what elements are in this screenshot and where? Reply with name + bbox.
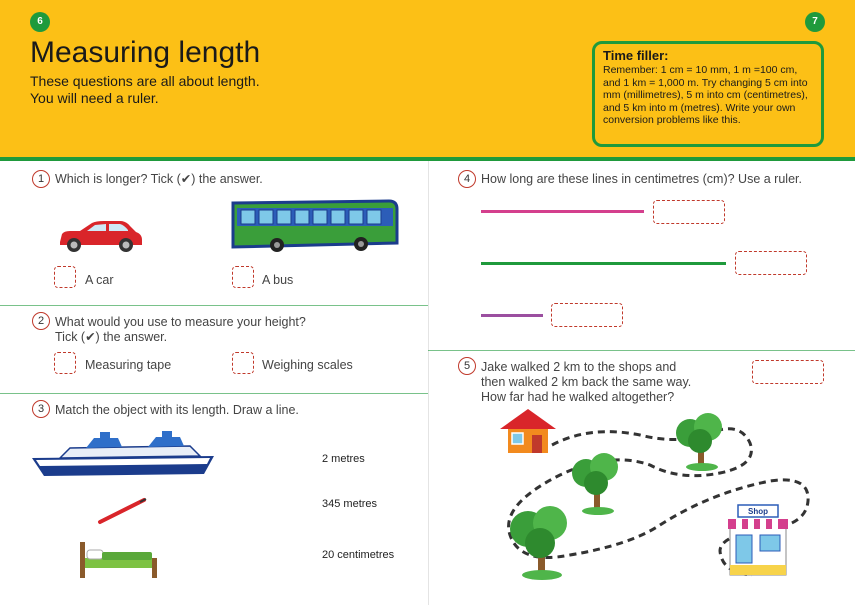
question-5-line-1: Jake walked 2 km to the shops and <box>481 360 677 374</box>
shop-sign-text: Shop <box>748 507 768 516</box>
length-option-2: 345 metres <box>322 498 378 510</box>
question-1-text: Which is longer? Tick (✔) the answer. <box>55 172 263 186</box>
divider-q1-q2 <box>0 305 428 306</box>
question-1-number: 1 <box>32 170 50 188</box>
tree-icon-1 <box>676 413 722 471</box>
divider-q2-q3 <box>0 393 428 394</box>
question-5-line-2: then walked 2 km back the same way. <box>481 375 692 389</box>
question-5-number: 5 <box>458 357 476 375</box>
q1-tickbox-car[interactable] <box>54 266 76 288</box>
q2-option-tape: Measuring tape <box>85 358 172 372</box>
house-icon <box>500 409 556 453</box>
page-number-right: 7 <box>805 12 825 32</box>
intro-line-1: These questions are all about length. <box>30 73 260 89</box>
measure-line-pink <box>481 210 644 213</box>
time-filler-line: Remember: 1 cm = 10 mm, 1 m =100 cm, <box>603 64 798 76</box>
time-filler-line: and 5 km into m (metres). Write your own <box>603 101 796 114</box>
page-intro <box>30 73 330 107</box>
time-filler-box <box>592 41 824 147</box>
question-3-number: 3 <box>32 400 50 418</box>
length-option-3: 20 centimetres <box>322 549 395 561</box>
question-3-text: Match the object with its length. Draw a line. <box>55 403 299 417</box>
answer-box-q5[interactable] <box>752 360 824 384</box>
q1-option-bus: A bus <box>262 273 294 287</box>
question-4-number: 4 <box>458 170 476 188</box>
tree-icon-3 <box>510 506 567 580</box>
bus-illustration <box>229 199 399 253</box>
answer-box-line-1[interactable] <box>653 200 725 224</box>
time-filler-body <box>603 64 813 127</box>
answer-box-line-2[interactable] <box>735 251 807 275</box>
time-filler-line: and 1 km = 1,000 m. Try changing 5 cm into <box>603 76 808 89</box>
car-illustration <box>56 220 144 254</box>
bed-illustration <box>78 538 160 580</box>
answer-box-line-3[interactable] <box>551 303 623 327</box>
q2-tickbox-tape[interactable] <box>54 352 76 374</box>
question-2-text <box>55 315 306 345</box>
walk-map <box>490 405 840 601</box>
question-2-line-1: What would you use to measure your height? <box>55 315 306 329</box>
question-2-line-2: Tick (✔) the answer. <box>55 330 168 344</box>
page-title: Measuring length <box>30 36 261 69</box>
tree-icon-2 <box>572 453 618 515</box>
time-filler-line: mm (millimetres), 5 m into cm (centimetres), <box>603 89 808 101</box>
question-5-line-3: How far had he walked altogether? <box>481 390 675 404</box>
page-gutter <box>428 161 429 605</box>
question-2-number: 2 <box>32 312 50 330</box>
measure-line-purple <box>481 314 543 317</box>
q2-option-scales: Weighing scales <box>262 358 353 372</box>
intro-line-2: You will need a ruler. <box>30 90 159 106</box>
q1-tickbox-bus[interactable] <box>232 266 254 288</box>
page-number-left: 6 <box>30 12 50 32</box>
pencil-illustration <box>96 496 148 526</box>
length-option-1: 2 metres <box>322 453 365 465</box>
question-5-text <box>481 360 691 405</box>
question-4-text: How long are these lines in centimetres (cm)? Use a ruler. <box>481 172 802 186</box>
q1-option-car: A car <box>85 273 114 287</box>
time-filler-line: conversion problems like this. <box>603 114 741 126</box>
time-filler-title: Time filler: <box>603 48 669 63</box>
measure-line-green <box>481 262 726 265</box>
ship-illustration <box>30 430 216 478</box>
q2-tickbox-scales[interactable] <box>232 352 254 374</box>
divider-q4-q5 <box>428 350 855 351</box>
